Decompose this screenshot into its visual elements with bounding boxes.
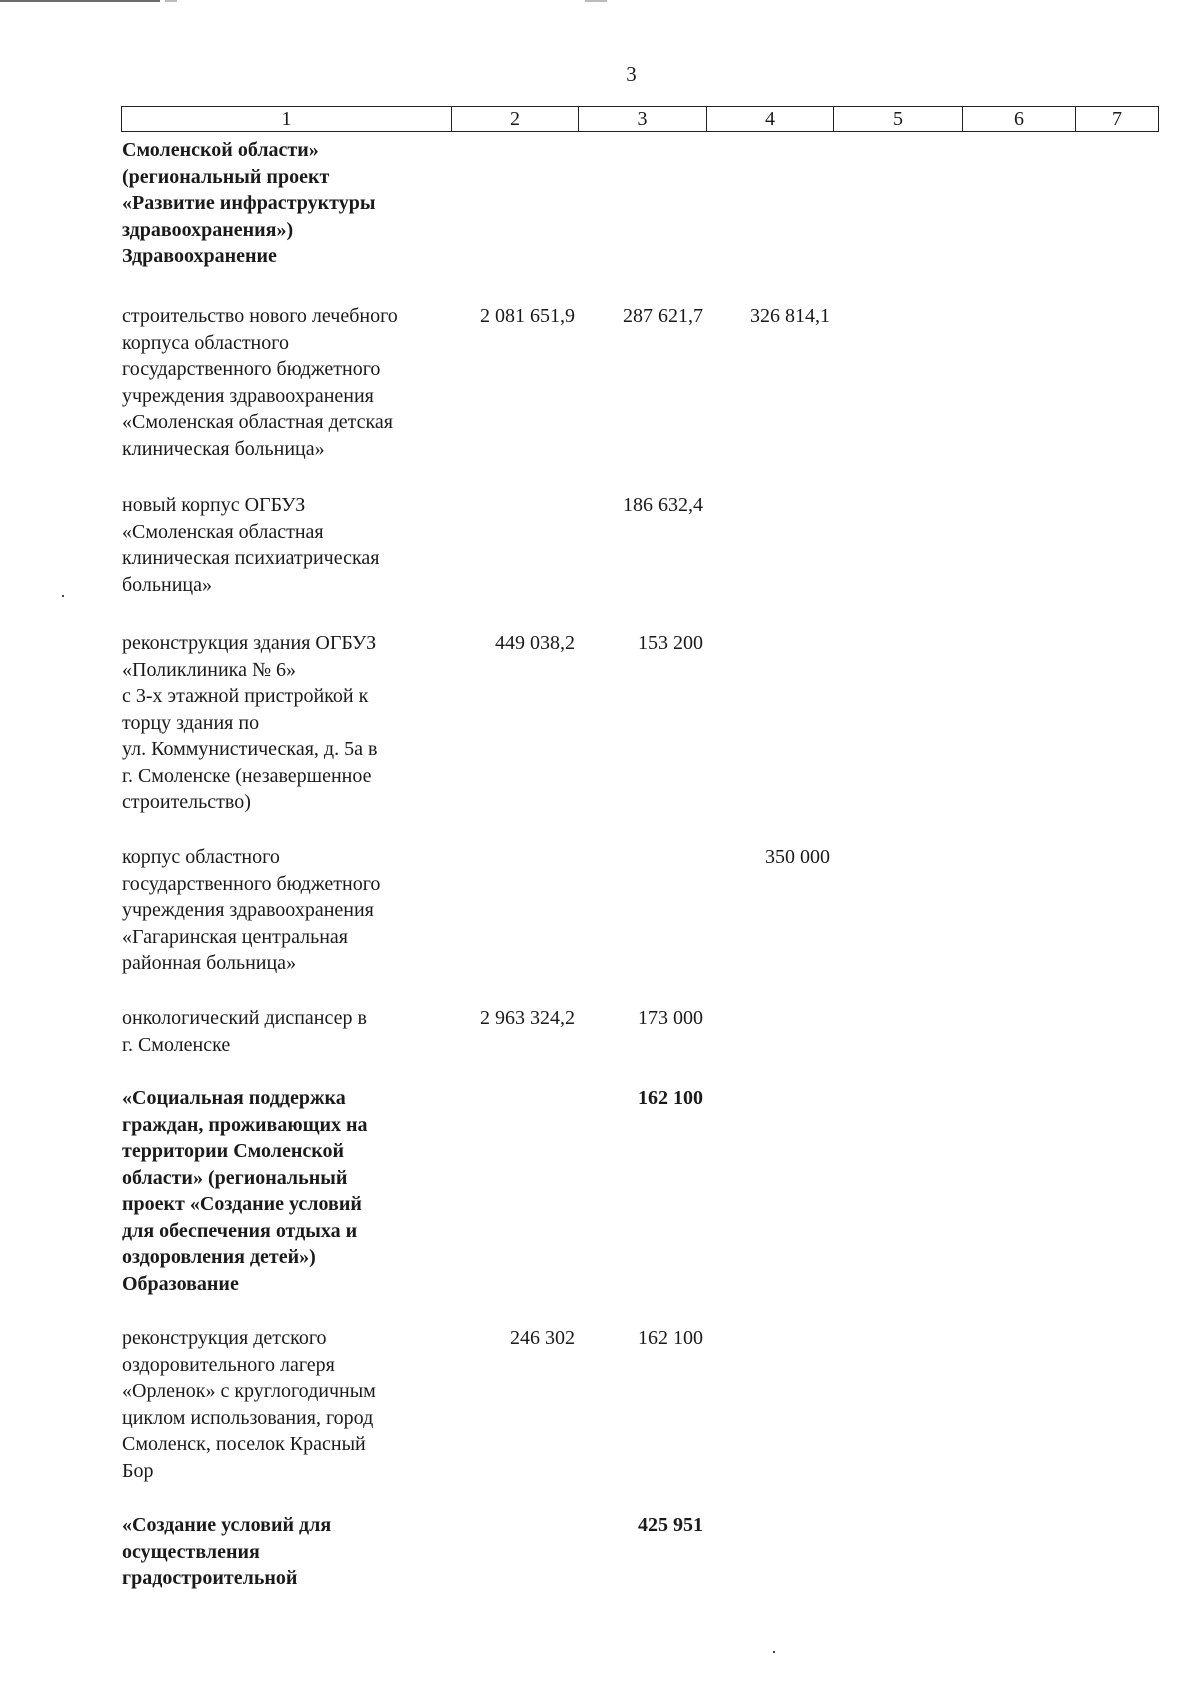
row-label: онкологический диспансер в г. Смоленске xyxy=(122,1007,367,1056)
value-col-3: 162 100 xyxy=(638,1087,703,1109)
value-col-4: 350 000 xyxy=(765,846,830,868)
row-label: «Социальная поддержка граждан, проживающих на территории Смоленской области» (региональный проект «Создание условий для обеспечения отдыха и оздоровления детей») Образование xyxy=(122,1087,368,1295)
value-col-3: 153 200 xyxy=(638,632,703,654)
value-col-4: 326 814,1 xyxy=(750,305,830,327)
value-col-2: 2 081 651,9 xyxy=(480,305,575,327)
column-header-cell: 6 xyxy=(963,107,1076,132)
column-header-cell: 5 xyxy=(834,107,963,132)
row-label: Смоленской области» (региональный проект «Развитие инфраструктуры здравоохранения») Здравоохранение xyxy=(122,139,376,267)
value-col-2: 246 302 xyxy=(510,1327,575,1349)
column-header-cell: 1 xyxy=(122,107,452,132)
value-col-3: 425 951 xyxy=(638,1514,703,1536)
value-col-2: 449 038,2 xyxy=(495,632,575,654)
row-label: новый корпус ОГБУЗ «Смоленская областная клиническая психиатрическая больница» xyxy=(122,494,380,596)
scan-speck xyxy=(62,595,64,597)
row-label: строительство нового лечебного корпуса областного государственного бюджетного учреждения здравоохранения «Смоленская областная детская клиническая больница» xyxy=(122,305,398,460)
value-col-3: 186 632,4 xyxy=(623,494,703,516)
row-label: реконструкция здания ОГБУЗ «Поликлиника № 6» с 3-х этажной пристройкой к торцу здания по ул. Коммунистическая, д. 5а в г. Смоленске (незавершенное строительство) xyxy=(122,632,378,813)
page-number: 3 xyxy=(626,62,637,86)
row-label: реконструкция детского оздоровительного лагеря «Орленок» с круглогодичным циклом использования, город Смоленск, поселок Красный Бор xyxy=(122,1327,376,1482)
row-label: «Создание условий для осуществления градостроительной xyxy=(122,1514,332,1589)
value-col-3: 162 100 xyxy=(638,1327,703,1349)
scan-speck xyxy=(773,1651,775,1653)
value-col-2: 2 963 324,2 xyxy=(480,1007,575,1029)
value-col-3: 287 621,7 xyxy=(623,305,703,327)
column-header-cell: 7 xyxy=(1076,107,1159,132)
column-header-cell: 3 xyxy=(579,107,707,132)
value-col-3: 173 000 xyxy=(638,1007,703,1029)
row-label: корпус областного государственного бюджетного учреждения здравоохранения «Гагаринская центральная районная больница» xyxy=(122,846,381,974)
column-header-cell: 2 xyxy=(452,107,579,132)
column-header-cell: 4 xyxy=(707,107,834,132)
